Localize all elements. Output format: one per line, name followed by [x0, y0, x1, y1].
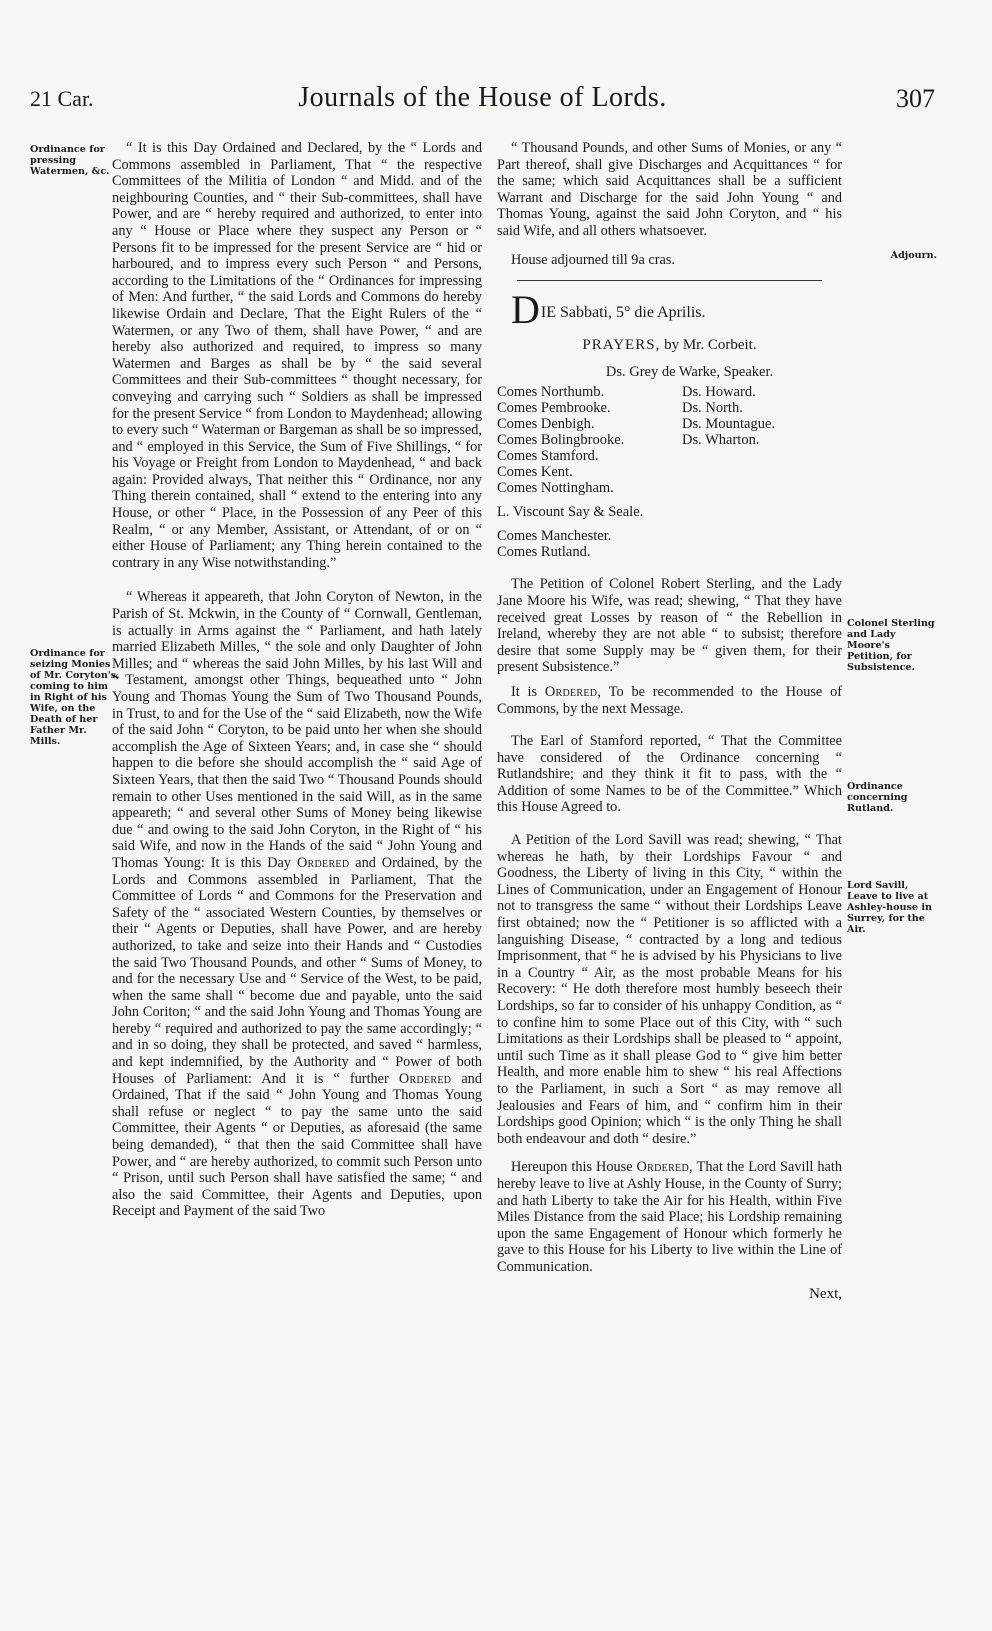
date-text: IE Sabbati, 5° die Aprilis. — [540, 304, 706, 322]
peer: Comes Pembrooke. — [497, 400, 611, 417]
coryton-text-part1: “ Whereas it appeareth, that John Coryton of Newton, in the Parish of St. Mckwin, in the County of “ Cornwall, Gentleman, is actually in Arms against the “ Parliament, and hath lately married Elizabeth Milles, “ the sole and only Daughter of John Milles; and “ whereas the said John Milles, by his last Will and “ Testament, amongst other Things, bequeathed unto “ John Young and Thomas Young the Sum of Two Thousand Pounds, in Trust, to and for the Use of the “ said Elizabeth, now the Wife of the said John “ Coryton, to be paid unto her when she should accomplish the Age of Sixteen Years; and, in case she “ should happen to die before she should accomplish the “ said Age of Sixteen Years, that then the said Two “ Thousand Pounds should remain to other Uses mentioned in the said Will, as in the same appeareth; “ and several other Sums of Money being likewise due “ and owing to the said John Coryton, in the Right of “ his said Wife, and now in the Hands of the said “ John Young and Thomas Young: It is this Day — [112, 589, 482, 871]
order-text: To be recommended to the House of Commons, by the next Message. — [497, 683, 842, 717]
peer-viscount: L. Viscount Say & Seale. — [497, 504, 644, 521]
order-text: That the Lord Savill hath hereby leave to live at Ashly House, in the County of Surry; and hath Liberty to take the Air for his Health, within Five Miles Distance from the said Place; his Lordship remaining upon the same Engagement of Honour which formerly he gave to this House for his Liberty to live within the Line of Communication. — [497, 1159, 842, 1275]
peers-list-left — [497, 384, 682, 560]
peer: Comes Bolingbrooke. — [497, 432, 625, 449]
prayers-label: PRAYERS, — [582, 337, 661, 354]
watermen-ordinance-text: “ It is this Day Ordained and Declared, by the “ Lords and Commons assembled in Parliament, That “ the respective Committees of the Militia of London “ and Midd. and of the neighbouring Counties, and “ their Sub-committees, shall have Power, and are “ hereby required and authorized, to enter into any “ House or Place where they suspect any Person or “ Persons fit to be impressed for the present Service are “ hid or harboured, and to impress every such Person “ and Persons, according to the Limitations of the “ Ordinances for impressing of Men: And further, “ the said Lords and Commons do hereby likewise Ordain and Declare, That the Eight Rulers of the “ Watermen, or any Two of them, shall have Power, “ and are hereby also authorized and required, to impress so many Watermen and Barges as shall be by “ the said several Committees and their Sub-committees “ thought necessary, for conveying and carrying such “ Soldiers as shall be impressed for the present Service “ from London to Maydenhead; allowing to every such “ Waterman or Bargeman as shall be so impressed, and “ employed in this Service, the Sum of Five Shillings, “ for his Voyage or Freight from London to Maydenhead, “ and back again: Provided always, That neither this “ Ordinance, nor any Thing therein contained, shall “ extend to the entering into any House, or other “ Place, in the Possession of any Peer of this Realm, “ or any Member, Assistant, or Attendant, of or on “ either House of Parliament; any Thing herein contained to the contrary in any Wise notwithstanding.” — [112, 140, 482, 571]
savill-body: “ That whereas he hath, by their Lordships Favour “ and Goodness, the Liberty of living in this City, “ within the Lines of Communication, under an Engagement of Honour not to transgress the same “ without their Lordships Leave first obtained; now the “ Petitioner is so afflicted with a languishing Disease, “ contracted by a long and tedious Imprisonment, that “ he is advised by his Physicians to live in a Country “ Air, as the most probable Means for his Recovery: “ He doth therefore most humbly beseech their Lordships, so far to consider of his unhappy Condition, as “ to confine him to some Place out of this City, with “ such Limitations as their Lordships shall be pleased to “ appoint, until such Time as it shall please God to “ give him better Health, and more enable him to shew “ his real Affections to the Parliament, in such a Sort “ as may remove all Jealousies and Fears of him, and “ confirm him in their Lordships good Opinion; which “ is the only Thing he shall both endeavour and doth “ desire.” — [497, 832, 842, 1147]
peer: Comes Manchester. — [497, 528, 612, 545]
savill-order — [497, 1159, 842, 1275]
regnal-year: 21 Car. — [30, 86, 94, 111]
margin-note-watermen: Ordinance for pressing Watermen, &c. — [30, 144, 110, 177]
peer: Comes Northumb. — [497, 384, 605, 401]
peer: Comes Nottingham. — [497, 480, 614, 497]
peer: Comes Kent. — [497, 464, 573, 481]
page-number: 307 — [896, 84, 935, 113]
order-text: It is — [511, 683, 538, 700]
savill-intro: A Petition of the Lord Savill was read; shewing, — [511, 832, 800, 849]
running-title: Journals of the House of Lords. — [298, 82, 667, 113]
coryton-ordinance-text — [112, 589, 482, 1220]
peer: Ds. Mountague. — [682, 416, 776, 433]
savill-petition — [497, 832, 842, 1147]
section-rule — [517, 280, 822, 281]
catchword: Next, — [809, 1285, 842, 1302]
peers-present — [497, 384, 842, 560]
house-adjourned: House adjourned till 9a cras. — [511, 251, 675, 268]
left-column — [112, 140, 482, 1220]
sterling-order — [497, 684, 842, 717]
margin-note-rutland: Ordinance concerning Rutland. — [847, 781, 908, 814]
margin-note-coryton: Ordinance for seizing Monies of Mr. Coryton's, coming to him in Right of his Wife, on the Death of her Father Mr. Mills. — [30, 648, 120, 747]
sterling-petition: The Petition of Colonel Robert Sterling, and the Lady Jane Moore his Wife, was read; shewing, “ That they have received great Losses by reason of “ the Rebellion in Ireland, whereby they are not able “ to subsist; therefore desire that some Supply may be “ given them, for their present Subsistence.” — [497, 576, 842, 676]
speaker-line: Ds. Grey de Warke, Speaker. — [605, 363, 774, 380]
ordered-label: Ordered, — [636, 1159, 693, 1176]
order-text: Hereupon this House — [511, 1159, 633, 1176]
right-column — [497, 140, 842, 1302]
date-drop-cap: D — [511, 287, 540, 333]
ordered-label: Ordered — [398, 1070, 452, 1087]
ordered-label: Ordered — [296, 854, 350, 871]
margin-note-adjourn: Adjourn. — [890, 250, 937, 261]
peer: Ds. Wharton. — [682, 432, 760, 449]
prayers-line — [497, 337, 842, 354]
page-header — [30, 82, 935, 122]
prayers-by: by Mr. Corbeit. — [664, 337, 757, 354]
peers-list-right — [682, 384, 842, 560]
peer: Comes Rutland. — [497, 544, 591, 561]
coryton-ordinance-continued: “ Thousand Pounds, and other Sums of Monies, or any “ Part thereof, shall give Discharges and Acquittances “ for the same; which said Acquittances shall be a sufficient Warrant and Discharge for the said John Young “ and Thomas Young, against the said John Coryton, and “ his said Wife, and all others whatsoever. — [497, 140, 842, 239]
ordered-label: Ordered, — [544, 683, 602, 700]
peer: Comes Denbigh. — [497, 416, 595, 433]
sitting-date — [497, 287, 842, 333]
coryton-text-part3: and Ordained, That if the said “ John Young and Thomas Young shall refuse or neglect “ to pay the same unto the said Committee, their Agents “ or Deputies, as aforesaid (the same being demanded), “ that then the said Committee shall have Power, and “ are hereby authorized, to commit such Person unto “ Prison, until such Person shall have satisfied the same; “ and also the said Committee, their Agents and Deputies, upon Receipt and Payment of the said Two — [112, 1070, 482, 1220]
margin-note-sterling: Colonel Sterling and Lady Moore's Petition, for Subsistence. — [847, 618, 935, 673]
peer: Ds. Howard. — [682, 384, 756, 401]
stamford-report: The Earl of Stamford reported, “ That the Committee have considered of the Ordinance concerning “ Rutlandshire; and they think it fit to pass, with the “ Addition of some Names to be of the Committee.” Which this House Agreed to. — [497, 733, 842, 816]
coryton-text-part2: and Ordained, by the Lords and Commons assembled in Parliament, That the Committee of Lords “ and Commons for the Preservation and Safety of the “ associated Western Counties, by themselves or their “ Agents or Deputies, shall have Power, and are hereby authorized, to take and seize into their Hands and “ Custodies the said Two Thousand Pounds, and other “ Sums of Money, to and for the necessary Use and “ Service of the West, to be paid, when the same shall “ become due and payable, unto the said John Coriton; “ and the said John Young and Thomas Young are hereby “ required and authorized to pay the same accordingly; “ and in so doing, they shall be protected, and saved “ harmless, and kept indemnified, by the Authority and “ Power of both Houses of Parliament: And it is “ further — [112, 854, 483, 1087]
margin-note-savill: Lord Savill, Leave to live at Ashley-house in Surrey, for the Air. — [847, 880, 932, 935]
peer: Ds. North. — [682, 400, 743, 417]
peer: Comes Stamford. — [497, 448, 599, 465]
